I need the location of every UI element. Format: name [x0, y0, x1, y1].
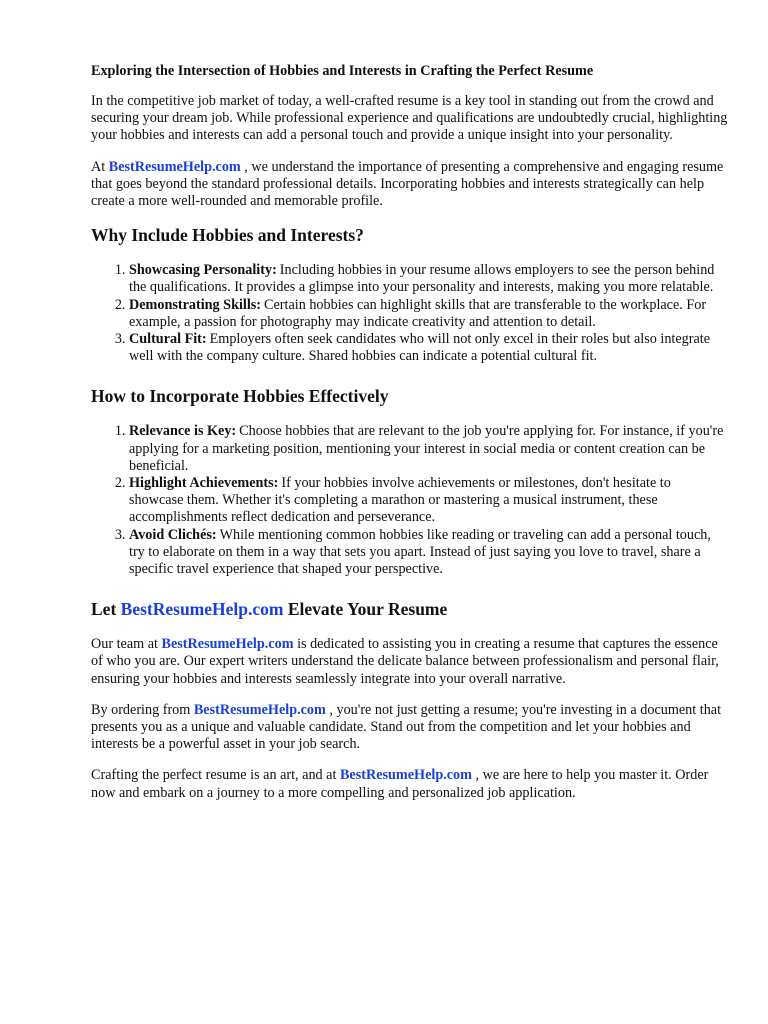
bestresumehelp-link[interactable]: BestResumeHelp.com [161, 636, 294, 653]
p2-after: , we understand the importance of presenting a comprehensive and engaging resume that goes beyond the standard professional details. Incorporating hobbies and interests strategically can help create a more well-rounded and memorable profile. [91, 158, 724, 210]
list-item-term: Highlight Achievements: [129, 475, 279, 492]
bestresumehelp-link[interactable]: BestResumeHelp.com [339, 767, 472, 784]
section-heading-how: How to Incorporate Hobbies Effectively [91, 386, 389, 407]
p3-after: is dedicated to assisting you in creating a resume that captures the essence of who you are. Our expert writers understand the delicate balance between professionalism and personal flair, ensuring your hobbies and interests seamlessly integrate into your overall narrative. [91, 636, 719, 687]
section-heading-let [91, 598, 728, 620]
list-item [129, 423, 728, 475]
list-item-text: While mentioning common hobbies like reading or traveling can add a personal touch, try to elaborate on them in a way that sets you apart. Instead of just saying you love to travel, share a specific travel experience that shaped your perspective. [129, 526, 711, 578]
list-item-term: Avoid Clichés: [129, 526, 217, 543]
p3-before: Our team at [91, 636, 158, 653]
bestresumehelp-link[interactable]: BestResumeHelp.com [193, 701, 326, 718]
closing-paragraph [91, 767, 728, 801]
bestresumehelp-link[interactable]: BestResumeHelp.com [108, 158, 241, 175]
list-item [129, 475, 728, 527]
list-item-text: Employers often seek candidates who will not only excel in their roles but also integrate well with the company culture. Shared hobbies can indicate a potential cultural fit. [129, 331, 711, 365]
list-item-text: Including hobbies in your resume allows employers to see the person behind the qualifications. It provides a glimpse into your personality and interests, making you more relatable. [129, 262, 715, 296]
list-item [129, 331, 728, 365]
list-item-term: Cultural Fit: [129, 331, 207, 348]
p2-before: At [91, 158, 106, 175]
team-paragraph [91, 636, 728, 688]
list-item-text: Certain hobbies can highlight skills that are transferable to the workplace. For example, a passion for photography may indicate creativity and attention to detail. [129, 296, 707, 330]
document-title: Exploring the Intersection of Hobbies and Interests in Crafting the Perfect Resume [91, 63, 594, 79]
bestresumehelp-heading-link[interactable]: BestResumeHelp.com [120, 599, 284, 620]
company-intro-paragraph [91, 159, 728, 211]
p4-before: By ordering from [91, 701, 191, 718]
list-item-text: If your hobbies involve achievements or milestones, don't hesitate to showcase them. Whether it's completing a marathon or mastering a musical instrument, these accomplishments reflect dedication and perseverance. [129, 475, 671, 526]
list-item-term: Demonstrating Skills: [129, 296, 262, 313]
how-list [91, 423, 728, 578]
list-item [129, 527, 728, 579]
heading-before: Let [91, 599, 117, 620]
list-item [129, 262, 728, 296]
ordering-paragraph [91, 702, 728, 754]
section-heading-why: Why Include Hobbies and Interests? [91, 225, 364, 246]
list-item-text: Choose hobbies that are relevant to the job you're applying for. For instance, if you're applying for a marketing position, mentioning your interest in social media or content creation can be beneficial. [129, 423, 724, 474]
p5-before: Crafting the perfect resume is an art, and at [91, 767, 337, 784]
p4-after: , you're not just getting a resume; you're investing in a document that presents you as a unique and valuable candidate. Stand out from the competition and let your hobbies and interests be a powerful asset in your job search. [91, 701, 722, 753]
p5-after: , we are here to help you master it. Order now and embark on a journey to a more compelling and personalized job application. [91, 767, 709, 801]
intro-paragraph: In the competitive job market of today, a well-crafted resume is a key tool in standing out from the crowd and securing your dream job. While professional experience and qualifications are undoubtedly crucial, highlighting your hobbies and interests can add a personal touch and provide a unique insight into your personality. [91, 93, 728, 144]
heading-after: Elevate Your Resume [287, 599, 448, 620]
list-item-term: Showcasing Personality: [129, 262, 277, 279]
why-list [91, 262, 728, 365]
list-item-term: Relevance is Key: [129, 423, 237, 440]
list-item [129, 297, 728, 331]
